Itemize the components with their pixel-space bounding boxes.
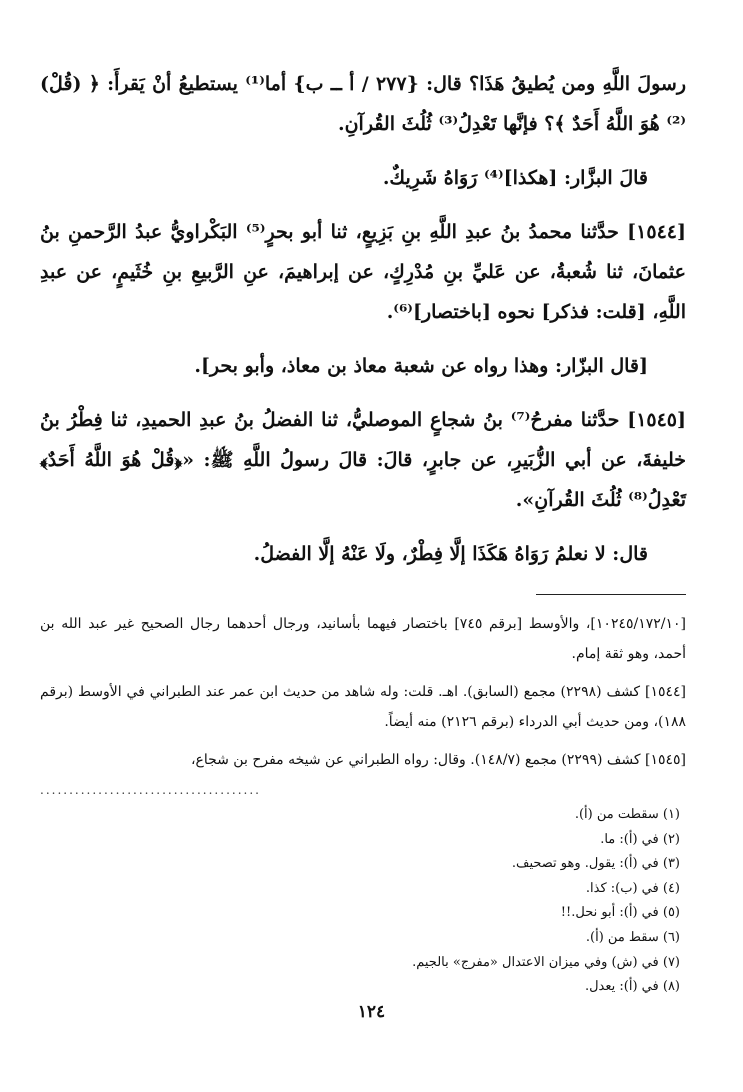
hadith-number: [١٥٤٥] bbox=[627, 409, 687, 431]
takhrij-1: [١٠٢٤٥/١٧٢/١٠]، والأوسط [برقم ٧٤٥] باختصار فيهما بأسانيد، ورجال أحدهما رجال الصحيح غير عبد الله بن أحمد، وهو ثقة إمام. bbox=[40, 616, 687, 662]
footnotes-list bbox=[40, 803, 686, 1000]
footnote: (٦) سقط من (أ). bbox=[585, 929, 680, 945]
footnote: (٨) في (أ): يعدل. bbox=[584, 979, 680, 995]
hadith-number: [١٥٤٤] bbox=[627, 221, 686, 243]
hadith-text: حدَّثنا محمدُ بنُ عبدِ اللَّهِ بنِ بَزِيعٍ، ثنا أبو بحرٍ⁽⁵⁾ البَكْراويُّ عبدُ الرَّحمنِ بنُ عثمانَ، ثنا شُعبةُ، عن عَليِّ بنِ مُدْرِكٍ، عن إبراهيمَ، عنِ الرَّبيعِ بنِ خُثَيمٍ، عن عبدِ اللَّهِ، [قلت: فذكر] نحوه [باختصار]⁽⁶⁾. bbox=[40, 221, 686, 323]
footnote: (٥) في (أ): أبو نحل.!! bbox=[560, 905, 680, 921]
takhrij-3: [١٥٤٥] كشف (٢٢٩٩) مجمع (١٤٨/٧). وقال: رواه الطبراني عن شيخه مفرح بن شجاع، bbox=[190, 752, 686, 768]
paragraph-6: قال: لا نعلمُ رَوَاهُ هَكَذَا إلَّا فِطْرٌ، ولَا عَنْهُ إلَّا الفضلُ. bbox=[253, 543, 648, 565]
takhrij-2: [١٥٤٤] كشف (٢٢٩٨) مجمع (السابق). اهـ. قلت: وله شاهد من حديث ابن عمر عند الطبراني في الأوسط (برقم ١٨٨)، ومن حديث أبي الدرداء (برقم ٢١٢٦) منه أيضاً. bbox=[40, 684, 686, 730]
takhrij-notes bbox=[40, 609, 686, 775]
main-text bbox=[40, 64, 686, 574]
hadith-1544 bbox=[40, 212, 686, 332]
footnote: (٧) في (ش) وفي ميزان الاعتدال «مفرج» بالجيم. bbox=[412, 954, 680, 970]
footnote: (٢) في (أ): ما. bbox=[600, 831, 680, 847]
hadith-1545 bbox=[40, 400, 686, 520]
page-number: ١٢٤ bbox=[357, 1002, 386, 1022]
paragraph-4: [قال البزّار: وهذا رواه عن شعبة معاذ بن معاذ، وأبو بحر]. bbox=[194, 355, 648, 377]
footnote-divider bbox=[536, 594, 686, 595]
paragraph-2: قالَ البزَّار: [هكذا]⁽⁴⁾ رَوَاهُ شَرِيكٌ. bbox=[382, 167, 648, 189]
page-body bbox=[40, 64, 686, 1000]
dotted-separator: ...................................... bbox=[40, 783, 261, 797]
hadith-text: حدَّثنا مفرحُ⁽⁷⁾ بنُ شجاعٍ الموصليُّ، ثنا الفضلُ بنُ عبدِ الحميدِ، ثنا فِطْرُ بنُ خليفةَ، عن أبي الزُّبَيرِ، عن جابرٍ، قالَ: قالَ رسولُ اللَّهِ ﷺ: «﴿قُلْ هُوَ اللَّهُ أَحَدٌ﴾ تَعْدِلُ⁽⁸⁾ ثُلُثَ القُرآنِ». bbox=[40, 409, 686, 511]
footnote: (١) سقطت من (أ). bbox=[574, 807, 680, 822]
footnote: (٣) في (أ): يقول. وهو تصحيف. bbox=[511, 856, 680, 872]
paragraph-1: رسولَ اللَّهِ ومن يُطيقُ هَذَا؟ قال: {٢٧٧ / أ ــ ب} أما⁽¹⁾ يستطيعُ أنْ يَقرأَ: ﴿ (قُلْ)⁽²⁾ هُوَ اللَّهُ أَحَدٌ ﴾؟ فإنَّها تَعْدِلُ⁽³⁾ ثُلُثَ القُرآنِ. bbox=[40, 73, 686, 135]
footnote: (٤) في (ب): كذا. bbox=[585, 880, 680, 896]
